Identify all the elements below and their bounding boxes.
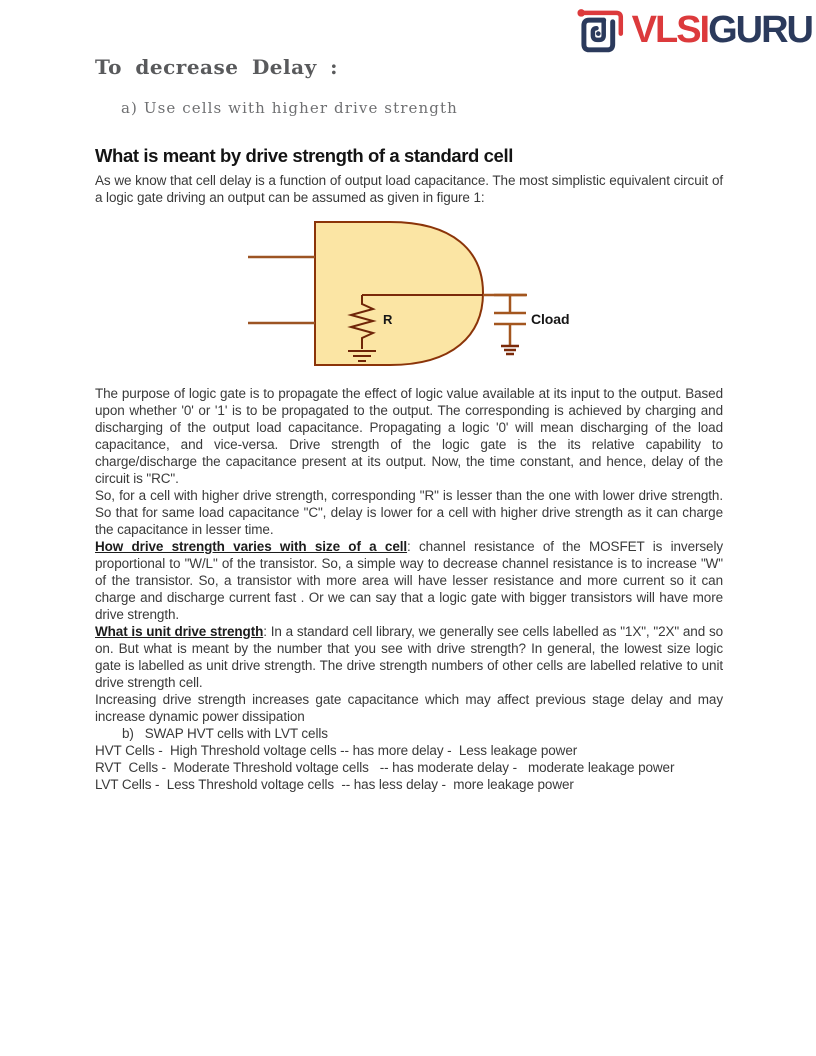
figure-1-equivalent-circuit [240,218,580,378]
how-lead-text: How drive strength varies with size of a cell [95,539,408,554]
list-item-a: a) Use cells with higher drive strength [121,99,458,117]
unit-lead-text: What is unit drive strength [95,624,264,639]
rvt-cells-line: RVT Cells - Moderate Threshold voltage cells -- has moderate delay - moderate leakage power [95,760,675,775]
capacitor-ground-icon [501,346,519,354]
logo-text-vlsi: VLSI [631,9,709,51]
paragraph-so-for: So, for a cell with higher drive strength, corresponding "R" is lesser than the one with lower drive strength. So that for same load capacitance "C", delay is lower for a cell with higher drive strength as it can charge the capacitance in lesser time. [95,488,723,537]
resistor-label: R [383,312,393,327]
vlsiguru-logo [574,3,812,57]
list-item-b: b) SWAP HVT cells with LVT cells [122,726,328,741]
vlsiguru-pen-spiral-icon [574,3,628,57]
section-heading: What is meant by drive strength of a standard cell [95,145,513,166]
hvt-cells-line: HVT Cells - High Threshold voltage cells -- has more delay - Less leakage power [95,743,578,758]
how-rest-text: : channel resistance of the MOSFET is inversely proportional to "W/L" of the transistor. So, a simple way to decrease channel resistance is to increase "W" of the transistor. So, a transistor with more area will have lesser resistance and more current so it can charge and discharge current fast . Or we can say that a logic gate with bigger transistors will have more drive strength. [95,539,723,622]
paragraph-how-drive-strength-varies [95,538,723,623]
paragraph-unit-drive-strength [95,623,723,691]
lvt-cells-line: LVT Cells - Less Threshold voltage cells -- has less delay - more leakage power [95,777,574,792]
page-title: To decrease Delay : [95,55,339,79]
logo-wordmark [632,3,812,57]
paragraph-increasing: Increasing drive strength increases gate capacitance which may affect previous stage delay and may increase dynamic power dissipation [95,692,723,724]
and-gate-body [315,222,483,365]
body-content [95,172,723,793]
unit-rest-text: : In a standard cell library, we generally see cells labelled as "1X", "2X" and so on. But what is meant by the number that you see with drive strength? In general, the lowest size logic gate is labelled as unit drive strength. The drive strength numbers of other cells are labelled relative to unit drive strength cell. [95,624,724,690]
paragraph-intro: As we know that cell delay is a function of output load capacitance. The most simplistic equivalent circuit of a logic gate driving an output can be assumed as given in figure 1: [95,173,723,205]
load-capacitor [494,295,526,345]
paragraph-purpose: The purpose of logic gate is to propagate the effect of logic value available at its input to the output. Based upon whether '0' or '1' is to be propagated to the output. The corresponding is achieved by charging and discharging of the output load capacitance. Propagating a logic '0' will mean discharging of the load capacitance, and vice-versa. Drive strength of the logic gate is the its relative capability to charge/discharge the capacitance present at its output. Now, the time constant, and hence, delay of the circuit is "RC". [95,386,723,486]
logo-text-guru: GURU [708,9,812,51]
capacitor-label: Cload [531,311,570,327]
logic-gate-diagram [240,218,580,378]
